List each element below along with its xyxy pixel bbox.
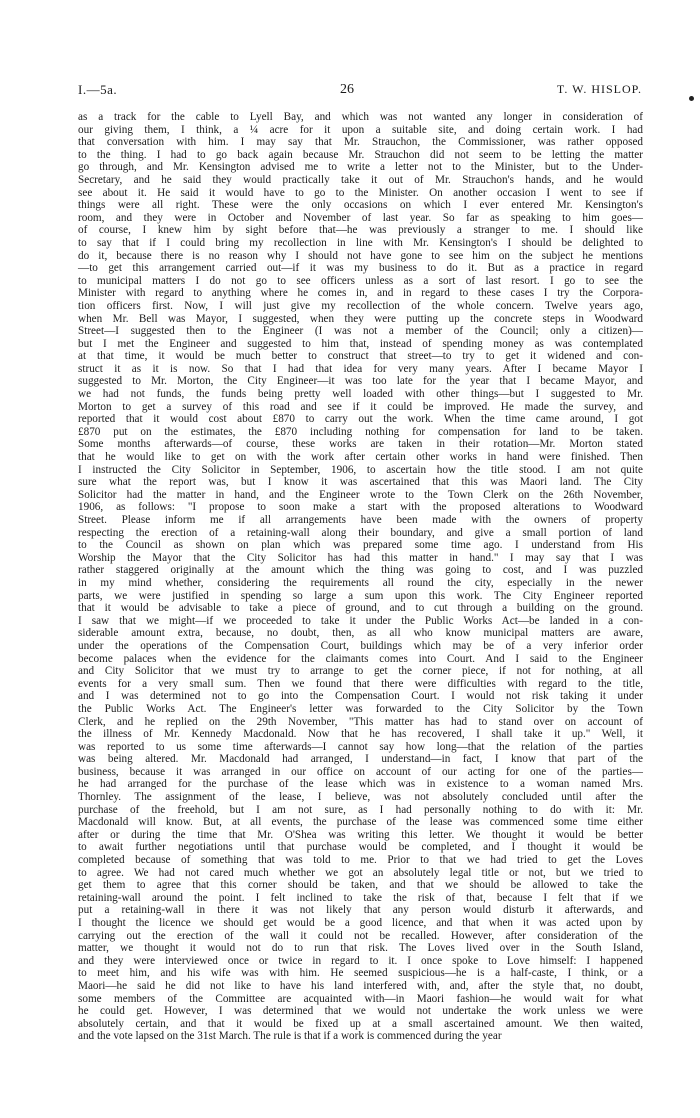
text-line: our giving them, I think, a ¼ acre for it upon a suitable site, and doing certain work. I had	[78, 123, 643, 136]
margin-mark	[689, 96, 694, 101]
witness-name: T. W. HISLOP.	[556, 82, 642, 96]
text-line: carrying out the erection of the wall it could not be recalled. However, after consideration of the	[78, 929, 643, 942]
text-line: absolutely certain, and that it would be fixed up at a small ascertained amount. We then waited,	[78, 1017, 643, 1030]
text-line: the illness of Mr. Kennedy Macdonald. Now that he has recovered, I shall take it up." Well, it	[78, 728, 643, 741]
text-line: to await further negotiations until that purchase would be completed, and I thought it would be	[78, 841, 643, 854]
text-line: the Public Works Act. The Engineer's letter was forwarded to the City Solicitor by the Town	[78, 702, 643, 715]
text-line: to say that if I could bring my recollection in line with Mr. Kensington's I should be delighted to	[78, 236, 643, 249]
text-line: rather staggered originally at the amount which the thing was going to cost, and I was puzzled	[78, 564, 643, 577]
text-line: do it, because there is no reason why I should not have gone to see him on the subject he mentions	[78, 249, 643, 262]
text-line: Street—I suggested then to the Engineer (I was not a member of the Council; only a citizen)—	[78, 325, 643, 338]
text-line: and they were interviewed once or twice in regard to it. I once spoke to Love himself: I happened	[78, 954, 643, 967]
text-line: Morton to get a survey of this road and see if it could be improved. He made the survey, and	[78, 400, 643, 413]
text-line: Clerk, and he replied on the 29th November, "This matter has had to stand over on account of	[78, 715, 643, 728]
text-line: when Mr. Bell was Mayor, I suggested, when they were putting up the concrete steps in Woodward	[78, 312, 643, 325]
text-line: go through, and Mr. Kensington advised me to write a letter not to the Minister, but to the Under-	[78, 161, 643, 174]
text-line: events for a very small sum. Then we found that there were difficulties with regard to the title,	[78, 677, 643, 690]
text-line: business, because it was arranged in our office on account of our acting for one of the parties—	[78, 765, 643, 778]
text-line: to the Council as shown on plan which was prepared some time ago. I understand from His	[78, 539, 643, 552]
text-line: suggested to Mr. Morton, the City Engineer—it was too late for the year that I became Mayor, and	[78, 375, 643, 388]
text-line: parts, we were justified in spending so large a sum upon this work. The City Engineer reported	[78, 589, 643, 602]
text-line: I saw that we might—if we proceeded to take it under the Public Works Act—be landed in a con-	[78, 614, 643, 627]
text-line: I thought the licence we should get would be a good licence, and that when it was acted upon by	[78, 917, 643, 929]
text-line: purchase of the freehold, but I am not sure, as I had personally nothing to do with it: Mr.	[78, 803, 643, 816]
text-line: Maori—he said he did not like to have his land interfered with, and, after the style that, no doubt,	[78, 979, 643, 992]
text-line: completed because of something that was told to me. Prior to that we had tried to get the Loves	[78, 854, 643, 867]
text-line: was being altered. Mr. Macdonald had arranged, I understand—in fact, I know that part of the	[78, 753, 643, 766]
text-line: that conversation with him. I may say that Mr. Strauchon, the Commissioner, was rather opposed	[78, 136, 643, 149]
text-line: things were all right. These were the only occasions on which I ever entered Mr. Kensington's	[78, 199, 643, 212]
text-line: we had not funds, the funds being pretty well loaded with other things—but I suggested to Mr.	[78, 388, 643, 401]
text-line: to municipal matters I do not go to see officers unless as a sort of last resort. I go to see the	[78, 274, 643, 287]
text-line: room, and they were in October and November of last year. So far as speaking to him goes—	[78, 211, 643, 224]
text-line: put a retaining-wall in there it was not likely that any person would disturb it afterwards, and	[78, 904, 643, 917]
text-line: Macdonald will know. But, at all events, the purchase of the lease was commenced some time either	[78, 816, 643, 829]
text-line: 1906, as follows: "I propose to soon make a start with the proposed alterations to Woodward	[78, 501, 643, 514]
text-line: Minister with regard to anything where he comes in, and in regard to these cases I try the Corpora-	[78, 287, 643, 300]
text-line: —to get this arrangement carried out—if it was my business to do it. But as a practice in regard	[78, 262, 643, 275]
text-line: to agree. We had not cared much whether we got an absolutely legal title or not, but we tried to	[78, 866, 643, 879]
text-line: Street. Please inform me if all arrangements have been made with the owners of property	[78, 514, 643, 526]
text-line: he had arranged for the purchase of the lease which was in existence to a woman named Mrs.	[78, 778, 643, 791]
text-line: that it would be advisable to take a piece of ground, and to cut through a building on the ground.	[78, 602, 643, 615]
text-line: he could get. However, I was determined that we would not undertake the work unless we were	[78, 1005, 643, 1018]
text-line: that he would like to get on with the work after certain other works in hand were finished. Then	[78, 451, 643, 464]
text-line: was reported to us some time afterwards—I cannot say how long—that the relation of the parties	[78, 740, 643, 753]
text-line: Secretary, and he said they would practically take it out of Mr. Strauchon's hands, and he would	[78, 173, 643, 186]
text-line: matter, we thought it would not do to run that risk. The Loves lived over in the South Island,	[78, 942, 643, 955]
text-line: retaining-wall around the point. I felt inclined to take the risk of that, because I felt that if we	[78, 891, 643, 904]
text-line: under the operations of the Compensation Court, buildings which may be of a very inferior order	[78, 639, 643, 652]
text-line: in my mind whether, considering the requirements all round the city, especially in the newer	[78, 576, 643, 589]
parliamentary-paper-reference: I.—5a.	[78, 82, 118, 97]
text-line: sure what the report was, but I know it was ascertained that this was Maori land. The City	[78, 476, 643, 489]
text-line: to meet him, and his wife was with him. He seemed suspicious—he is a half-caste, I think, or a	[78, 967, 643, 980]
text-line: reported that it would cost about £870 to carry out the work. When the time came around, I got	[78, 413, 643, 426]
text-line: at that time, it would be much better to construct that street—to try to get it widened and con-	[78, 350, 643, 363]
text-line: respecting the erection of a retaining-wall along their boundary, and give a small portion of land	[78, 526, 643, 539]
text-line: Worship the Mayor that the City Solicitor has had this matter in hand." I may say that I was	[78, 551, 643, 564]
text-line: siderable amount extra, because, no doubt, then, as all who know municipal matters are aware,	[78, 627, 643, 640]
text-line: £870 put on the estimates, the £870 including nothing for compensation for land to be taken.	[78, 425, 643, 438]
text-line: and the vote lapsed on the 31st March. The rule is that if a work is commenced during the year	[78, 1030, 502, 1043]
text-line: get them to agree that this corner should be taken, and that we should be allowed to take the	[78, 879, 643, 892]
text-line: some members of the Committee are acquainted with—in Maori fashion—he would wait for what	[78, 992, 643, 1005]
text-line: I instructed the City Solicitor in September, 1906, to ascertain how the title stood. I am not quite	[78, 463, 643, 476]
text-line: Some months afterwards—of course, these works are taken in their rotation—Mr. Morton stated	[78, 438, 643, 451]
text-line: Solicitor had the matter in hand, and the Engineer wrote to the Town Clerk on the 26th November,	[78, 488, 643, 501]
text-line: and City Solicitor that we must try to arrange to get the corner piece, if not for nothing, at all	[78, 665, 643, 678]
text-line: as a track for the cable to Lyell Bay, and which was not wanted any longer in consideration of	[78, 111, 643, 123]
text-line: and I was determined not to go into the Compensation Court. I would not risk taking it under	[78, 690, 643, 703]
text-line: become palaces when the evidence for the claimants comes into Court. And I said to the Engineer	[78, 652, 643, 665]
text-line: tion officers first. Now, I will just give my recollection of the whole concern. Twelve years ago,	[78, 299, 643, 312]
text-line: after or during the time that Mr. O'Shea was writing this letter. We thought it would be better	[78, 828, 643, 841]
text-line: see about it. He said it would have to go to the Minister. On another occasion I went to see if	[78, 186, 643, 199]
text-line: but I met the Engineer and suggested to him that, instead of spending money as was contemplated	[78, 337, 643, 350]
page-number: 26	[340, 82, 354, 97]
text-line: of course, I knew him by sight before that—he was previously a stranger to me. I should like	[78, 224, 643, 237]
evidence-body-text	[78, 111, 643, 1043]
text-line: Thornley. The assignment of the lease, I believe, was not absolutely concluded until after the	[78, 791, 643, 804]
page-header	[78, 82, 642, 104]
text-line: struct it as it is now. So that I had that idea for very many years. After I became Mayor I	[78, 362, 643, 375]
text-line: to the thing. I had to go back again because Mr. Strauchon did not seem to be letting the matter	[78, 148, 643, 161]
